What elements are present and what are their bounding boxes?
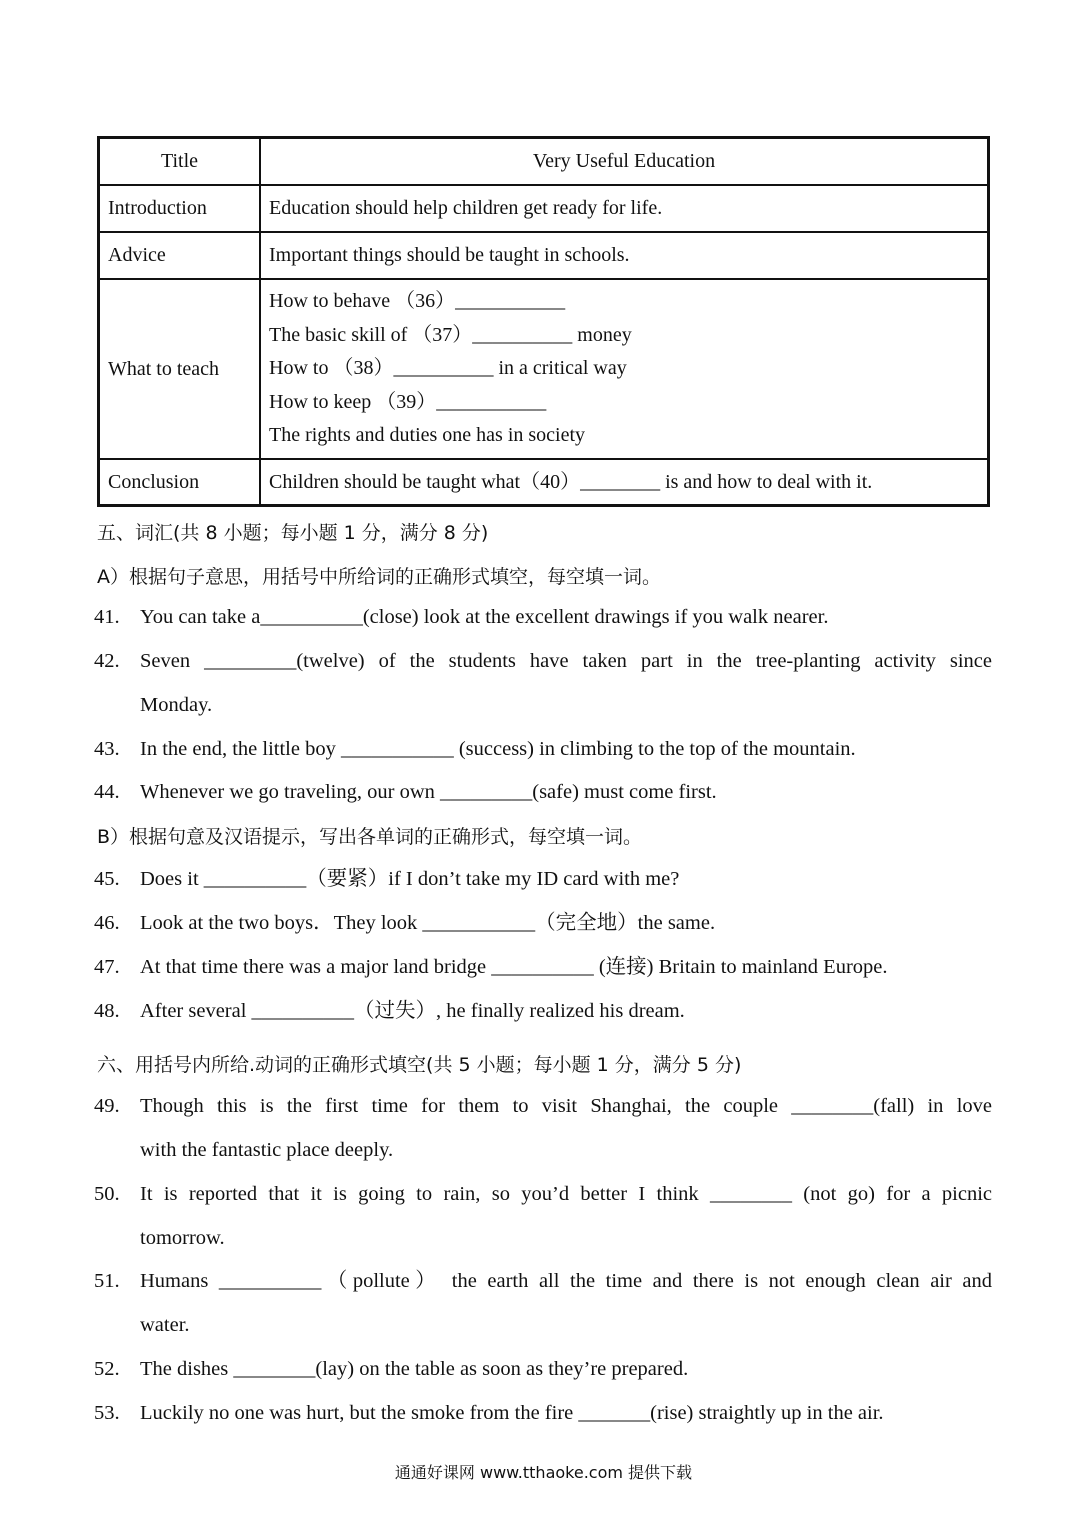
question-text: You can take a__________(close) look at the excellent drawings if you walk nearer.	[140, 606, 829, 628]
table-row	[99, 232, 989, 279]
section-five-heading: 五、词汇(共 8 小题；每小题 1 分，满分 8 分)	[97, 522, 489, 544]
question-number: 47.	[94, 956, 120, 978]
question-51	[94, 1259, 992, 1347]
question-42	[94, 639, 992, 727]
section-six-heading: 六、用括号内所给.动词的正确形式填空(共 5 小题；每小题 1 分，满分 5 分)	[97, 1054, 742, 1076]
question-53	[94, 1391, 992, 1435]
teach-item: How to （38）__________ in a critical way	[269, 357, 627, 380]
question-number: 43.	[94, 738, 120, 760]
question-text: Though this is the first time for them to visit Shanghai, the couple ________(fall) in love	[140, 1095, 992, 1117]
question-44	[94, 770, 992, 814]
question-text: Whenever we go traveling, our own _________(safe) must come first.	[140, 781, 717, 803]
question-number: 53.	[94, 1402, 120, 1424]
question-text: Look at the two boys．They look ___________（完全地）the same.	[140, 912, 716, 934]
table-row	[99, 185, 989, 232]
question-41	[94, 595, 992, 639]
row-label: Title	[99, 138, 261, 186]
question-text: Humans __________（pollute） the earth all the time and there is not enough clean air and	[140, 1270, 992, 1292]
question-52	[94, 1347, 992, 1391]
row-label: Advice	[99, 232, 261, 279]
question-text: In the end, the little boy ___________ (success) in climbing to the top of the mountain.	[140, 738, 856, 760]
question-text: Does it __________（要紧）if I don’t take my ID card with me?	[140, 868, 680, 890]
question-number: 49.	[94, 1095, 120, 1117]
table-row	[99, 138, 989, 186]
question-text-continued: Monday.	[140, 694, 213, 716]
question-number: 48.	[94, 1000, 120, 1022]
question-47	[94, 945, 992, 989]
question-46	[94, 901, 992, 945]
question-number: 41.	[94, 606, 120, 628]
row-label: Conclusion	[99, 459, 261, 506]
question-text: Luckily no one was hurt, but the smoke from the fire _______(rise) straightly up in the air.	[140, 1402, 884, 1424]
row-content: Very Useful Education	[260, 138, 989, 186]
row-content	[260, 279, 989, 459]
question-text: At that time there was a major land bridge __________ (连接) Britain to mainland Europe.	[140, 956, 888, 978]
teach-item: How to keep （39）___________	[269, 390, 547, 413]
row-content: Important things should be taught in schools.	[260, 232, 989, 279]
question-text-continued: with the fantastic place deeply.	[140, 1139, 394, 1161]
question-text-continued: water.	[140, 1314, 190, 1336]
question-text: Seven _________(twelve) of the students have taken part in the tree-planting activity since	[140, 650, 992, 672]
question-text-continued: tomorrow.	[140, 1227, 225, 1249]
row-content: Education should help children get ready for life.	[260, 185, 989, 232]
question-number: 44.	[94, 781, 120, 803]
question-number: 51.	[94, 1270, 120, 1292]
part-b-instruction: B）根据句意及汉语提示，写出各单词的正确形式，每空填一词。	[97, 826, 643, 848]
question-number: 52.	[94, 1358, 120, 1380]
question-number: 46.	[94, 912, 120, 934]
question-text: After several __________（过失）, he finally realized his dream.	[140, 1000, 685, 1022]
teach-item: The basic skill of （37）__________ money	[269, 323, 632, 346]
question-number: 42.	[94, 650, 120, 672]
teach-item: How to behave （36）___________	[269, 290, 566, 313]
question-50	[94, 1172, 992, 1260]
question-number: 50.	[94, 1183, 120, 1205]
table-row	[99, 279, 989, 459]
part-a-instruction: A）根据句子意思，用括号中所给词的正确形式填空，每空填一词。	[97, 566, 661, 588]
question-45	[94, 857, 992, 901]
row-content: Children should be taught what（40）________ is and how to deal with it.	[260, 459, 989, 506]
page-footer: 通通好课网 www.tthaoke.com 提供下载	[394, 1463, 693, 1482]
question-43	[94, 727, 992, 771]
table-row	[99, 459, 989, 506]
row-label: Introduction	[99, 185, 261, 232]
row-label: What to teach	[99, 279, 261, 459]
question-text: The dishes ________(lay) on the table as soon as they’re prepared.	[140, 1358, 689, 1380]
teach-item: The rights and duties one has in society	[269, 424, 586, 447]
question-48	[94, 989, 992, 1033]
outline-table	[97, 136, 990, 507]
question-49	[94, 1084, 992, 1172]
question-number: 45.	[94, 868, 120, 890]
question-text: It is reported that it is going to rain, so you’d better I think ________ (not go) for a picnic	[140, 1183, 992, 1205]
